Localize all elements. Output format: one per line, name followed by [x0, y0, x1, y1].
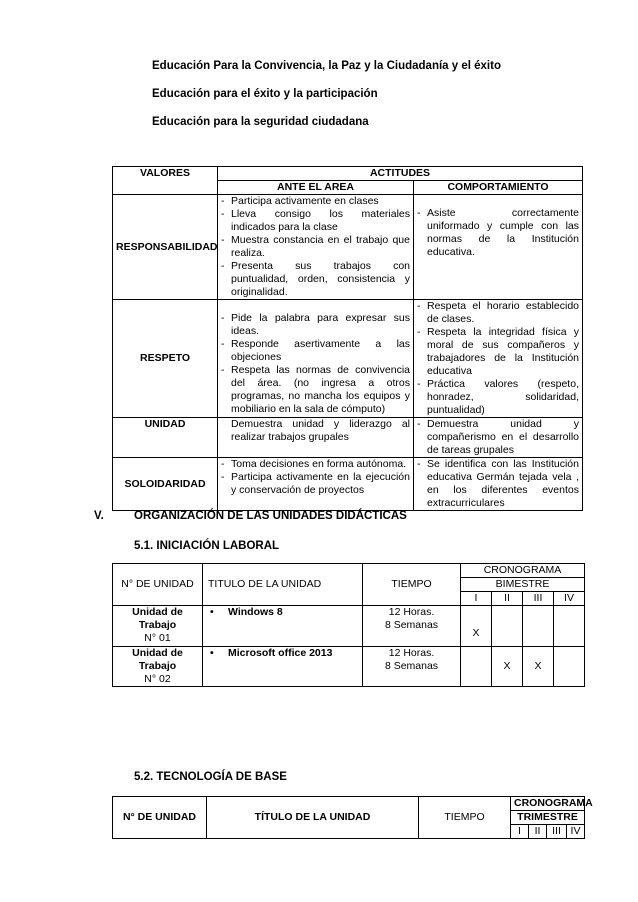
- titulo-cell: [203, 606, 363, 647]
- list-item: - Lleva consigo los materiales indicados para la clase: [221, 208, 410, 234]
- period-header: II: [492, 592, 523, 606]
- unidad-num: N° 01: [144, 632, 171, 644]
- tecnologia-base-table: [112, 796, 593, 839]
- section-51-title: 5.1. INICIACIÓN LABORAL: [134, 540, 280, 552]
- titulo-cell: [203, 647, 363, 687]
- list-item: - Se identifica con las Institución educativa Germán tejada vela , en los diferentes eventos extracurriculares: [417, 458, 579, 510]
- col-unidad: N° DE UNIDAD: [113, 797, 207, 839]
- horas: 12 Horas.: [388, 606, 435, 618]
- col-comportamiento: COMPORTAMIENTO: [414, 181, 583, 195]
- area-cell: [218, 458, 414, 511]
- col-actitudes: ACTITUDES: [218, 167, 583, 181]
- list-item: - Respeta las normas de convivencia del área. (no ingresa a otros programas, no mancha los equipos y mobiliario en la sala de cómputo): [221, 364, 410, 416]
- list-item: - Toma decisiones en forma autónoma.: [221, 458, 410, 471]
- mark-cell: [523, 606, 554, 647]
- col-titulo: TITULO DE LA UNIDAD: [203, 564, 363, 606]
- semanas: 8 Semanas: [384, 619, 439, 631]
- list-item: - Demuestra unidad y compañerismo en el desarrollo de tareas grupales: [417, 418, 579, 457]
- unidad-cell: [113, 647, 203, 687]
- tiempo-cell: [363, 606, 461, 647]
- col-cronograma: CRONOGRAMA: [461, 564, 585, 578]
- area-cell: [218, 300, 414, 418]
- list-item: - Pide la palabra para expresar sus ideas.: [221, 312, 410, 338]
- valores-table: [112, 166, 583, 511]
- semanas: 8 Semanas: [384, 660, 439, 672]
- area-cell: [218, 418, 414, 458]
- list-item: - Respeta el horario establecido de clases.: [417, 300, 579, 326]
- list-item: - Participa activamente en la ejecución y conservación de proyectos: [221, 471, 410, 497]
- area-text: Demuestra unidad y liderazgo al realizar trabajos grupales: [231, 418, 410, 443]
- list-item: - Muestra constancia en el trabajo que realiza.: [221, 234, 410, 260]
- comportamiento-cell: [414, 195, 583, 300]
- col-bimestre: BIMESTRE: [461, 578, 585, 592]
- comportamiento-cell: [414, 300, 583, 418]
- tiempo-cell: [363, 647, 461, 687]
- list-item: - Presenta sus trabajos con puntualidad, orden, consistencia y originalidad.: [221, 260, 410, 299]
- table-row: [113, 647, 585, 687]
- iniciacion-laboral-table: [112, 563, 585, 687]
- period-header: I: [511, 825, 529, 839]
- comportamiento-cell: [414, 458, 583, 511]
- list-item: • Windows 8: [206, 606, 359, 619]
- valor-cell: RESPETO: [113, 300, 218, 418]
- mark-cell: [554, 647, 585, 687]
- list-item: - Participa activamente en clases: [221, 195, 410, 208]
- section-v-title: ORGANIZACIÓN DE LAS UNIDADES DIDÁCTICAS: [134, 510, 407, 522]
- list-item: - Práctica valores (respeto, honradez, solidaridad, puntualidad): [417, 378, 579, 417]
- table-row: [113, 606, 585, 647]
- unidad-num: N° 02: [144, 673, 171, 685]
- col-tiempo: TIEMPO: [363, 564, 461, 606]
- col-unidad: N° DE UNIDAD: [113, 564, 203, 606]
- unidad-label: Unidad de Trabajo: [132, 647, 183, 672]
- horas: 12 Horas.: [388, 647, 435, 659]
- mark-cell: [461, 647, 492, 687]
- unidad-cell: [113, 606, 203, 647]
- area-cell: [218, 195, 414, 300]
- mark-cell: [492, 606, 523, 647]
- period-header: IV: [554, 592, 585, 606]
- mark-cell: X: [492, 647, 523, 687]
- valor-cell: RESPONSABILIDAD: [113, 195, 218, 300]
- period-header: II: [529, 825, 547, 839]
- col-tiempo: TIEMPO: [419, 797, 511, 839]
- valor-cell: SOLOIDARIDAD: [113, 458, 218, 511]
- comportamiento-cell: [414, 418, 583, 458]
- col-cronograma: CRONOGRAMA: [511, 797, 585, 811]
- mark-cell: X: [523, 647, 554, 687]
- table-row: [113, 195, 583, 300]
- period-header: III: [523, 592, 554, 606]
- table-row: [113, 458, 583, 511]
- mark-cell: X: [461, 606, 492, 647]
- col-valores: VALORES: [113, 167, 218, 195]
- period-header: III: [547, 825, 567, 839]
- heading-convivencia: Educación Para la Convivencia, la Paz y la Ciudadanía y el éxito: [152, 60, 501, 72]
- mark-cell: [554, 606, 585, 647]
- col-titulo: TÍTULO DE LA UNIDAD: [207, 797, 419, 839]
- period-header: I: [461, 592, 492, 606]
- period-header: IV: [567, 825, 585, 839]
- list-item: - Responde asertivamente a las objeciones: [221, 338, 410, 364]
- table-row: [113, 300, 583, 418]
- unidad-label: Unidad de Trabajo: [132, 606, 183, 631]
- section-52-title: 5.2. TECNOLOGÍA DE BASE: [134, 771, 287, 783]
- table-row: [113, 418, 583, 458]
- heading-exito: Educación para el éxito y la participación: [152, 88, 378, 100]
- list-item: • Microsoft office 2013: [206, 647, 359, 660]
- section-v-number: V.: [94, 510, 104, 522]
- valor-cell: UNIDAD: [113, 418, 218, 458]
- col-trimestre: TRIMESTRE: [511, 811, 585, 825]
- list-item: - Respeta la integridad física y moral de sus compañeros y trabajadores de la Institución educativa: [417, 326, 579, 378]
- col-area: ANTE EL AREA: [218, 181, 414, 195]
- heading-seguridad: Educación para la seguridad ciudadana: [152, 116, 369, 128]
- list-item: - Asiste correctamente uniformado y cumple con las normas de la Institución educativa.: [417, 207, 579, 259]
